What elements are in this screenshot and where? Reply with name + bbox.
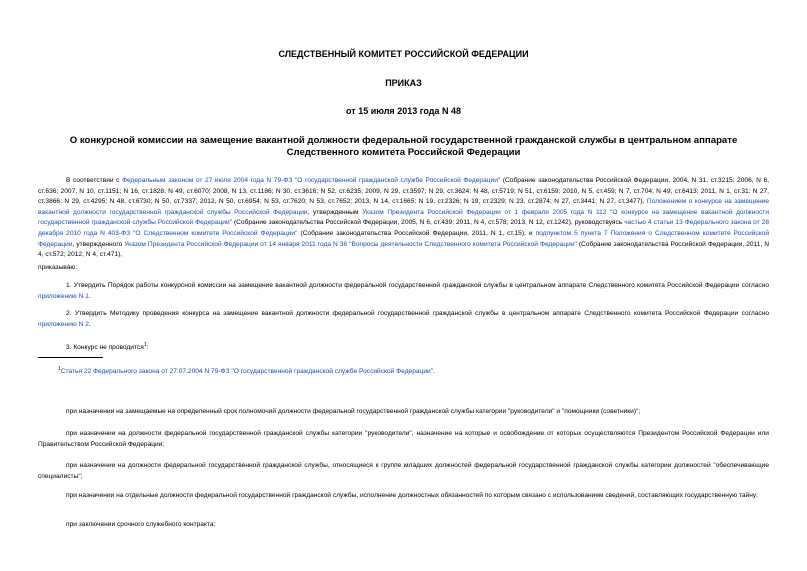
preamble-paragraph <box>38 176 769 261</box>
condition-4: при назначении на отдельные должности федеральной государственной гражданской службы, исполнение должностных обязанностей по которым связано с использованием сведений, составляющих государственную тайну; <box>66 492 759 499</box>
item-text: 3. Конкурс не проводится <box>66 344 144 352</box>
item-text: 2. Утвердить Методику проведения конкурса на замещение вакантной должности федеральной государственной гражданской службы в центральном аппарате Следственного комитета Российской Федерации согласно <box>66 310 769 317</box>
preamble-text: (Собрание законодательства Российской Федерации, 2004, N 31, ст.3215; 2006, N 6, ст.636; 2007, N 10, ст.1151; N 16, ст.1828; N 49, ст.6070; 2008, N 13, ст.1186; N 30, ст.3616; N 52, ст.6235; 2009, N 29, ст.3597; N 29, ст.3624; N 48, ст.5719; N 51, ст.6159; 2010, N 5, ст.459; N 7, ст.704; N 49, ст.6413; 2011, N 1, ст.31; N 27, ст.3866; N 29, ст.4295; N 48, ст.6730; N 50, ст.7337; 2012, N 50, ст.6954; N 53, ст.7620; N 53, ст.7652; 2013, N 14, ст.1665; N 19, ст.2326; N 19, ст.2329; N 23, ст.2874; N 27, ст.3441; N 27, ст.3477), <box>38 177 769 206</box>
item-end: : <box>146 344 149 352</box>
item-end: . <box>88 292 91 300</box>
preamble-text: (Собрание законодательства Российской Федерации, 2011, N 4, ст.572; 2012, N 4, ст.471), <box>38 240 769 259</box>
preamble-text: (Собрание законодательства Российской Федерации, 2005, N 6, ст.439; 2011, N 4, ст.578; 2013, N 12, ст.1242), руководствуясь <box>232 219 625 227</box>
link-appendix-2[interactable]: приложению N 2 <box>38 320 89 328</box>
document-title: О конкурсной комиссии на замещение вакантной должности федеральной государственной гражданской службы в центральном аппарате Следственного комитета Российской Федерации <box>69 135 738 158</box>
footnote-end: . <box>433 368 435 376</box>
order-word: приказываю: <box>38 264 78 271</box>
order-item-1 <box>38 281 769 302</box>
footnote-divider <box>38 357 103 358</box>
preamble-text: В соответствии с <box>66 177 122 184</box>
item-end: . <box>88 320 91 328</box>
preamble-text: , утвержденного <box>72 240 125 248</box>
item-text: 1. Утвердить Порядок работы конкурсной комиссии на замещение вакантной должности федеральной государственной гражданской службы в центральном аппарате Следственного комитета Российской Федерации согласно <box>66 282 769 289</box>
link-federal-law-79fz[interactable]: Федеральным законом от 27 июля 2004 года N 79-ФЗ "О государственной гражданской службе Российской Федерации" <box>122 177 501 184</box>
footnote-marker[interactable]: 1 <box>143 342 147 348</box>
link-federal-law-403fz[interactable]: частью 4 статьи 13 Федерального закона от 28 декабря 2010 года N 403-ФЗ "О Следственном комитете Российской Федерации" <box>38 219 769 237</box>
link-article-22[interactable]: Статья 22 Федерального закона от 27.07.2004 N 79-ФЗ "О государственной гражданской службе Российской Федерации" <box>60 368 434 376</box>
condition-5: при заключении срочного служебного контракта; <box>66 521 216 528</box>
condition-1: при назначении на замещаемые на определенный срок полномочий должности федеральной государственной гражданской службы категории "руководители" и "помощники (советники)"; <box>66 408 641 415</box>
link-investigative-committee-regulation[interactable]: подпунктом 5 пункта 7 Положения о Следственном комитете Российской Федерации <box>38 229 770 248</box>
order-item-3 <box>38 340 769 354</box>
issuing-authority: СЛЕДСТВЕННЫЙ КОМИТЕТ РОССИЙСКОЙ ФЕДЕРАЦИИ <box>278 49 529 59</box>
condition-3: при назначении на должности федеральной государственной гражданской службы, относящиеся к группе младших должностей федеральной государственной гражданской службы категории должностей "обеспечивающие специалисты"; <box>38 462 769 480</box>
condition-2: при назначении на должности федеральной государственной гражданской службы категории "руководители", назначение на которые и освобождение от которых осуществляются Президентом Российской Федерации или Правительством Российской Федерации; <box>38 430 769 448</box>
order-item-2 <box>38 309 769 330</box>
link-presidential-decree-112[interactable]: Указом Президента Российской Федерации от 1 февраля 2005 года N 112 "О конкурсе на замещение вакантной должности государственной гражданской службы Российской Федерации" <box>38 208 770 227</box>
document-type: ПРИКАЗ <box>385 78 422 88</box>
document-date-number: от 15 июля 2013 года N 48 <box>346 106 461 116</box>
link-presidential-decree-38[interactable]: Указом Президента Российской Федерации от 14 января 2011 года N 38 "Вопросы деятельности Следственного комитета Российской Федерации" <box>124 240 577 248</box>
preamble-text: (Собрание законодательства Российской Федерации, 2011, N 1, ст.15), и <box>297 229 536 237</box>
footnote <box>58 364 769 378</box>
link-competition-regulation[interactable]: Положением о конкурсе на замещение вакантной должности государственной гражданской службы Российской Федерации <box>38 198 769 216</box>
preamble-text: , утвержденным <box>307 208 363 216</box>
link-appendix-1[interactable]: приложению N 1 <box>38 292 89 300</box>
footnote-number: 1 <box>58 366 61 372</box>
